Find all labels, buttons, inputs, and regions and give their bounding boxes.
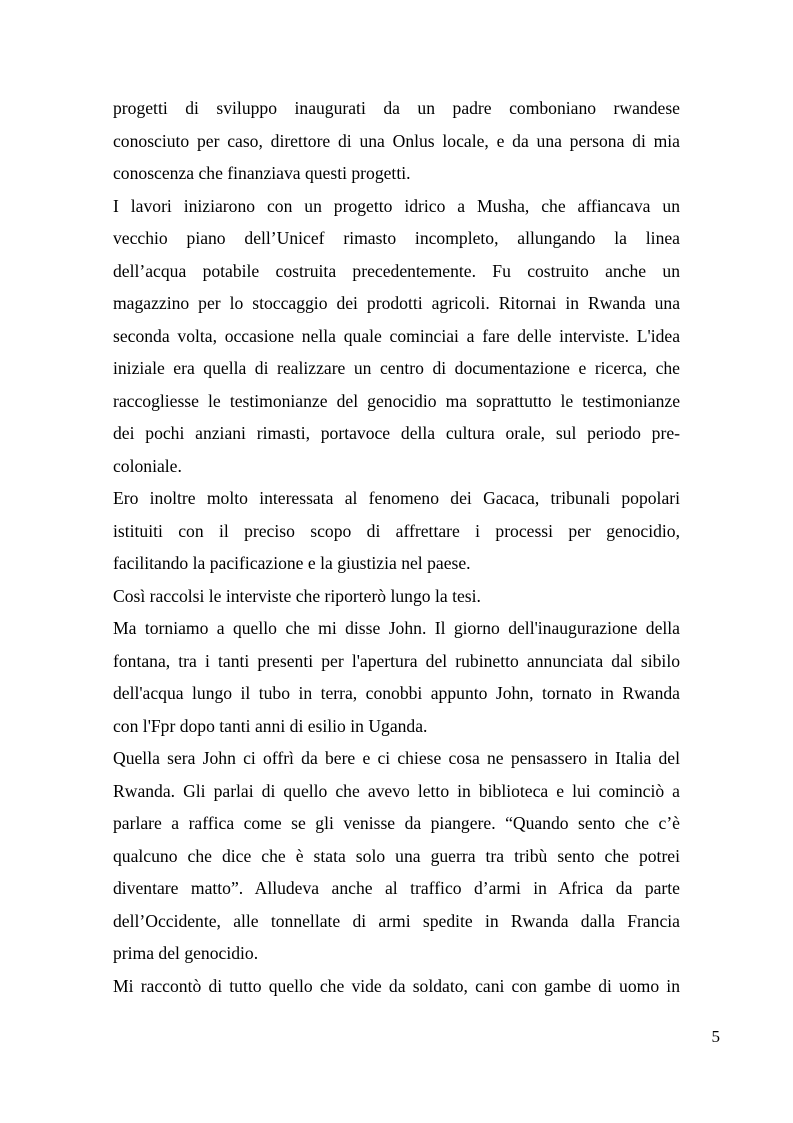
text-line: istituiti con il preciso scopo di affrettare i processi per genocidio, (113, 520, 680, 541)
text-line: iniziale era quella di realizzare un centro di documentazione e ricerca, che (113, 358, 680, 378)
text-line: Mi raccontò di tutto quello che vide da soldato, cani con gambe di uomo in (113, 975, 680, 996)
text-line: Ero inoltre molto interessata al fenomeno dei Gacaca, tribunali popolari (113, 488, 680, 508)
text-line: coloniale. (113, 455, 182, 476)
text-line: Così raccolsi le interviste che riporterò lungo la tesi. (113, 585, 481, 606)
text-line: dei pochi anziani rimasti, portavoce della cultura orale, sul periodo pre- (113, 423, 680, 443)
text-line: dell’acqua potabile costruita precedentemente. Fu costruito anche un (113, 260, 680, 281)
text-line: Ma torniamo a quello che mi disse John. Il giorno dell'inaugurazione della (113, 618, 680, 638)
text-line: conoscenza che finanziava questi progetti. (113, 163, 411, 183)
body-text (113, 92, 680, 1002)
text-line: facilitando la pacificazione e la giustizia nel paese. (113, 553, 471, 573)
text-line: raccogliesse le testimonianze del genocidio ma soprattutto le testimonianze (113, 390, 680, 411)
text-line: dell’Occidente, alle tonnellate di armi spedite in Rwanda dalla Francia (113, 910, 680, 931)
text-line: prima del genocidio. (113, 943, 259, 963)
text-line: progetti di sviluppo inaugurati da un padre comboniano rwandese (113, 98, 680, 118)
page-number: 5 (711, 1027, 720, 1046)
text-line: diventare matto”. Alludeva anche al traffico d’armi in Africa da parte (113, 878, 680, 898)
text-line: I lavori iniziarono con un progetto idrico a Musha, che affiancava un (113, 195, 680, 216)
text-line: Rwanda. Gli parlai di quello che avevo letto in biblioteca e lui cominciò a (113, 780, 680, 801)
text-line: fontana, tra i tanti presenti per l'apertura del rubinetto annunciata dal sibilo (113, 650, 680, 671)
text-line: Quella sera John ci offrì da bere e ci chiese cosa ne pensassero in Italia del (113, 748, 680, 768)
text-line: magazzino per lo stoccaggio dei prodotti agricoli. Ritornai in Rwanda una (113, 293, 680, 313)
text-line: vecchio piano dell’Unicef rimasto incompleto, allungando la linea (113, 228, 680, 248)
text-line: con l'Fpr dopo tanti anni di esilio in Uganda. (113, 715, 428, 736)
text-line: parlare a raffica come se gli venisse da piangere. “Quando sento che c’è (113, 813, 680, 833)
text-line: conosciuto per caso, direttore di una Onlus locale, e da una persona di mia (113, 130, 680, 151)
text-line: seconda volta, occasione nella quale cominciai a fare delle interviste. L'idea (113, 325, 680, 346)
text-line: qualcuno che dice che è stata solo una guerra tra tribù sento che potrei (113, 845, 680, 866)
text-line: dell'acqua lungo il tubo in terra, conobbi appunto John, tornato in Rwanda (113, 683, 680, 703)
